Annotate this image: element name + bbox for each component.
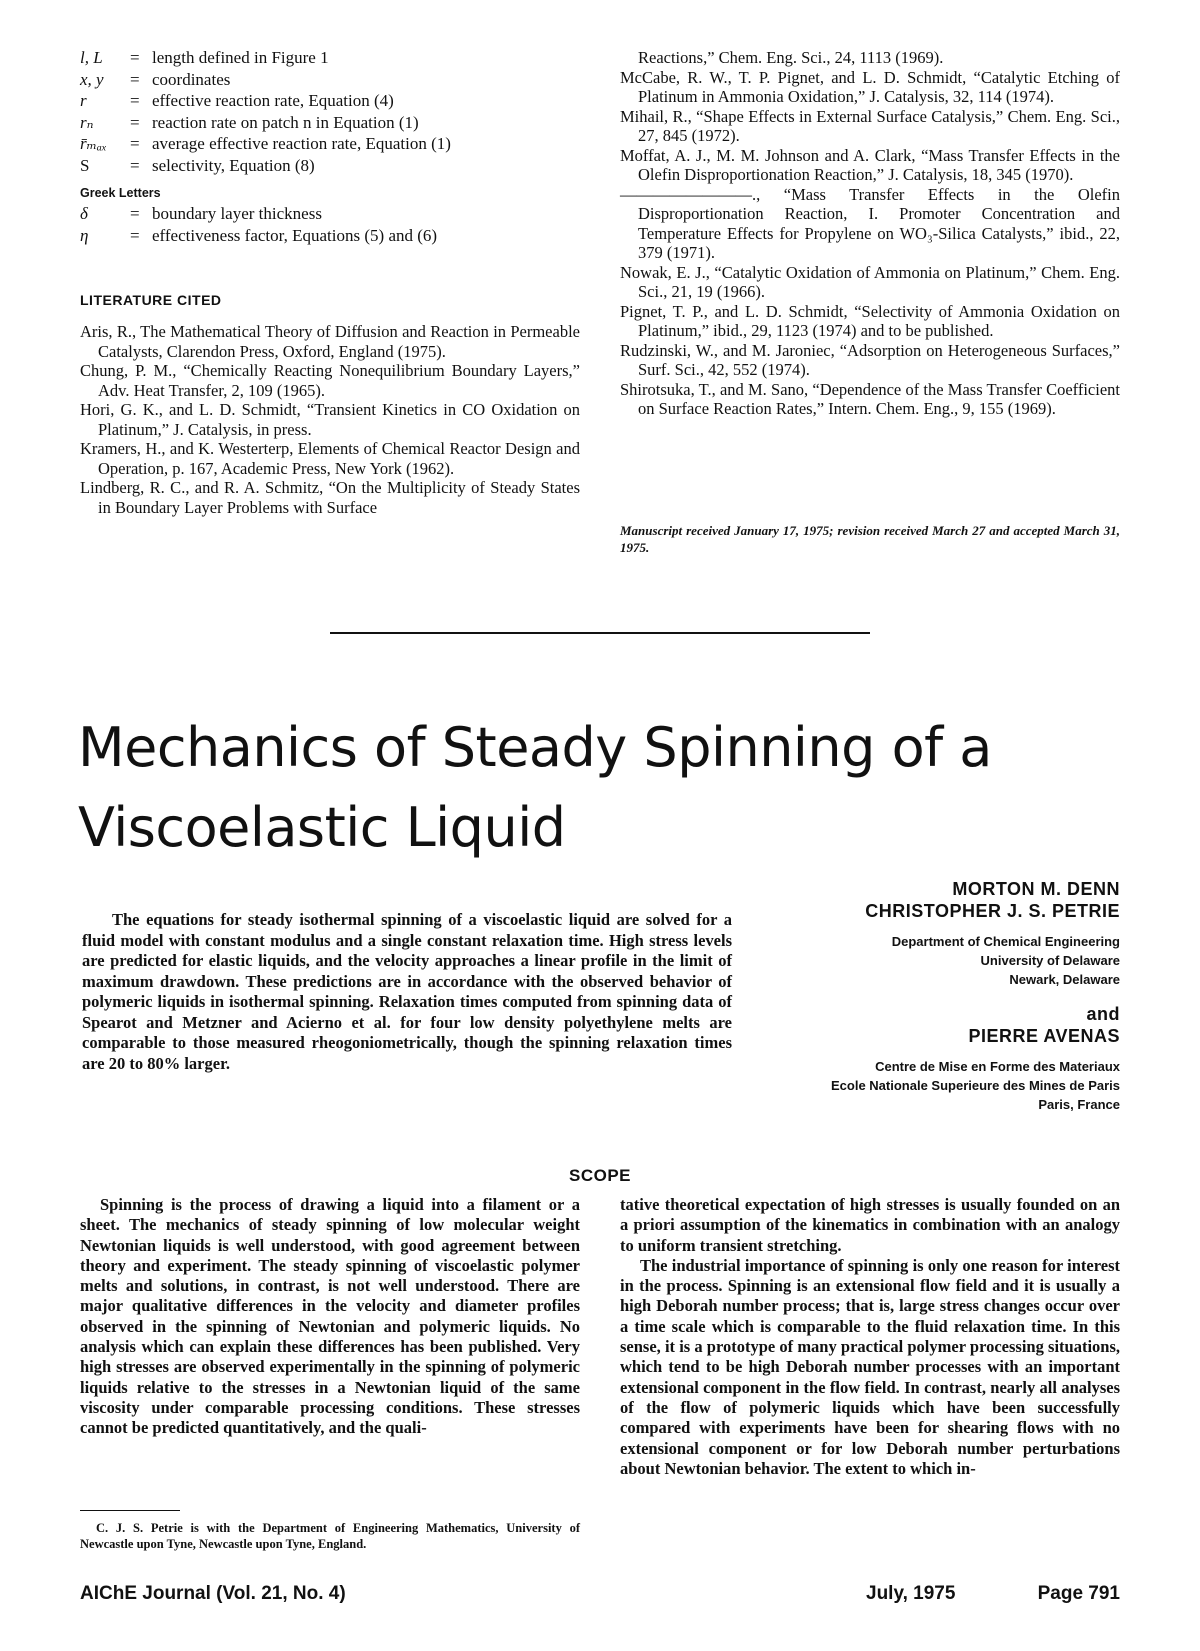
references-left (80, 322, 580, 517)
author-name: CHRISTOPHER J. S. PETRIE (865, 901, 1120, 921)
literature-cited-heading: LITERATURE CITED (80, 292, 222, 308)
nomenclature-row: δ = boundary layer thickness (80, 204, 322, 223)
reference: ————————., “Mass Transfer Effects in the Olefin Disproportionation Reaction, I. Promoter Concentration and Temperature Effects for Propylene on WO₃-Silica Catalysts,” ibid., 22, 379 (1971). (620, 184, 1120, 262)
affiliation: Centre de Mise en Forme des Materiaux (875, 1059, 1120, 1074)
reference: Lindberg, R. C., and R. A. Schmitz, “On the Multiplicity of Steady States in Boundary Layer Problems with Surface (80, 478, 580, 517)
footer-date: July, 1975 (866, 1583, 956, 1604)
affiliation: Department of Chemical Engineering (891, 934, 1120, 949)
reference: McCabe, R. W., T. P. Pignet, and L. D. Schmidt, “Catalytic Etching of Platinum in Ammonia Oxidation,” J. Catalysis, 32, 114 (1974). (620, 67, 1120, 106)
nomenclature-row: S = selectivity, Equation (8) (80, 155, 315, 175)
reference: Nowak, E. J., “Catalytic Oxidation of Ammonia on Platinum,” Chem. Eng. Sci., 21, 19 (1966). (620, 262, 1120, 301)
scope-paragraph: The industrial importance of spinning is only one reason for interest in the process. Spinning is an extensional flow field and it is usually a high Deborah number process; that is, large stress changes occur over a time scale which is comparable to the fluid relaxation time. In this sense, it is a prototype of many practical polymer processing situations, which tend to be high Deborah number processes with an important extensional component in the flow field. In contrast, nearly all analyses of the flow of polymeric liquids which have been successfully compared with experiments have been for shearing flows with no extensional component or for low Deborah number perturbations about Newtonian behavior. The extent to which in- (620, 1255, 1120, 1478)
scope-left-column (80, 1195, 580, 1439)
reference: Moffat, A. J., M. M. Johnson and A. Clark, “Mass Transfer Effects in the Olefin Disproportionation Reaction,” J. Catalysis, 18, 345 (1970). (620, 145, 1120, 184)
footer-page: Page 791 (1037, 1583, 1120, 1604)
abstract: The equations for steady isothermal spinning of a viscoelastic liquid are solved for a fluid model with constant modulus and a single constant relaxation time. High stress levels are predicted for elastic liquids, and the velocity approaches a linear profile in the limit of maximum drawdown. These predictions are in accordance with the observed behavior of polymeric liquids in isothermal spinning. Relaxation times computed from spinning data of Spearot and Metzner and Acierno et al. for four low density polyethylene melts are comparable to those measured rheogoniometrically, though the spinning relaxation times are 20 to 80% larger. (82, 910, 732, 1073)
affiliation: Newark, Delaware (1009, 972, 1120, 987)
section-divider (330, 632, 870, 634)
greek-letters-heading: Greek Letters (80, 186, 161, 200)
reference: Pignet, T. P., and L. D. Schmidt, “Selectivity of Ammonia Oxidation on Platinum,” ibid., 29, 1123 (1974) and to be published. (620, 301, 1120, 340)
reference: Hori, G. K., and L. D. Schmidt, “Transient Kinetics in CO Oxidation on Platinum,” J. Catalysis, in press. (80, 400, 580, 439)
nomenclature-row: rₙ = reaction rate on patch n in Equation (1) (80, 112, 419, 132)
author-conjunction: and (1086, 1004, 1120, 1024)
nomenclature-row: r = effective reaction rate, Equation (4) (80, 91, 394, 110)
reference: Reactions,” Chem. Eng. Sci., 24, 1113 (1969). (638, 48, 944, 67)
affiliation: Paris, France (1038, 1097, 1120, 1112)
scope-heading: SCOPE (568, 1166, 632, 1185)
reference: Mihail, R., “Shape Effects in External Surface Catalysis,” Chem. Eng. Sci., 27, 845 (1972). (620, 106, 1120, 145)
nomenclature-row: l, L = length defined in Figure 1 (80, 48, 329, 67)
author-name: PIERRE AVENAS (968, 1026, 1120, 1046)
reference: Rudzinski, W., and M. Jaroniec, “Adsorption on Heterogeneous Surfaces,” Surf. Sci., 42, 552 (1974). (620, 340, 1120, 379)
author-name: MORTON M. DENN (952, 879, 1120, 899)
references-right (620, 48, 1120, 419)
scope-paragraph: tative theoretical expectation of high stresses is usually founded on an a priori assumption of the kinematics in combination with an analogy to uniform transient stretching. (620, 1195, 1120, 1255)
manuscript-note: Manuscript received January 17, 1975; revision received March 27 and accepted March 31, 1975. (620, 523, 1120, 555)
nomenclature (80, 48, 590, 247)
reference: Kramers, H., and K. Westerterp, Elements of Chemical Reactor Design and Operation, p. 167, Academic Press, New York (1962). (80, 439, 580, 478)
nomenclature-row: r̄ₘₐₓ = average effective reaction rate, Equation (1) (80, 134, 451, 153)
affiliation: University of Delaware (980, 953, 1120, 968)
article-title (78, 712, 1138, 864)
scope-right-column (620, 1195, 1120, 1479)
reference: Chung, P. M., “Chemically Reacting Nonequilibrium Boundary Layers,” Adv. Heat Transfer, 2, 109 (1965). (80, 361, 580, 400)
title-line-2: Viscoelastic Liquid (78, 796, 566, 859)
nomenclature-row: x, y = coordinates (80, 69, 231, 89)
footnote-rule (80, 1510, 180, 1511)
authors-block (660, 878, 1120, 1114)
reference: Aris, R., The Mathematical Theory of Diffusion and Reaction in Permeable Catalysts, Clarendon Press, Oxford, England (1975). (80, 322, 580, 361)
footnote: C. J. S. Petrie is with the Department of Engineering Mathematics, University of Newcastle upon Tyne, Newcastle upon Tyne, England. (80, 1521, 580, 1551)
title-line-1: Mechanics of Steady Spinning of a (78, 716, 992, 779)
reference: Shirotsuka, T., and M. Sano, “Dependence of the Mass Transfer Coefficient on Surface Reaction Rates,” Intern. Chem. Eng., 9, 155 (1969). (620, 379, 1120, 418)
footer-journal: AIChE Journal (Vol. 21, No. 4) (80, 1583, 346, 1604)
scope-paragraph: Spinning is the process of drawing a liquid into a filament or a sheet. The mechanics of steady spinning of low molecular weight Newtonian liquids is well understood, with good agreement between theory and experiment. The steady spinning of viscoelastic polymer melts and solutions, in contrast, is not well understood. There are major qualitative differences in the velocity and diameter profiles observed in the spinning of Newtonian and polymeric liquids. No analysis which can explain these differences has been published. Very high stresses are observed experimentally in the spinning of polymeric liquids relative to the stresses in a Newtonian liquid of the same viscosity under comparable processing conditions. These stresses cannot be predicted quantitatively, and the quali- (80, 1195, 580, 1438)
affiliation: Ecole Nationale Superieure des Mines de Paris (831, 1078, 1120, 1093)
nomenclature-row: η = effectiveness factor, Equations (5) and (6) (80, 225, 438, 245)
